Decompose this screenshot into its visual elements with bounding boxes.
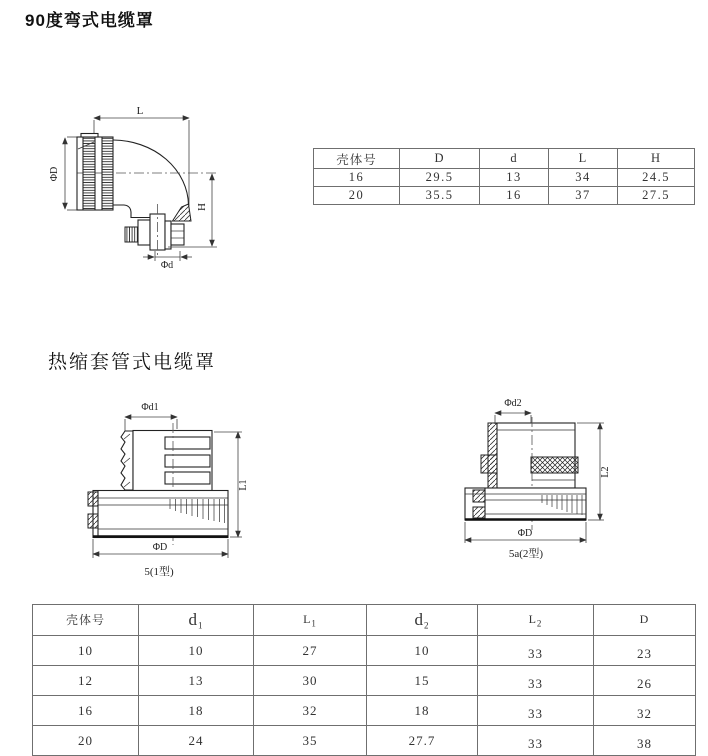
- header-base: d: [188, 609, 198, 629]
- dim-phid1: [125, 402, 177, 432]
- cell: 37: [549, 187, 618, 205]
- cell: 10: [367, 636, 478, 666]
- cell: 32: [594, 696, 696, 726]
- table-row: [314, 187, 695, 205]
- cell: 18: [367, 696, 478, 726]
- dim-label-phid1: Φd1: [141, 402, 159, 413]
- dim-label-H: H: [196, 203, 208, 211]
- header-sub: 2: [536, 618, 543, 629]
- sleeve-dimensions-table: [32, 604, 696, 756]
- cell: 27: [254, 636, 367, 666]
- dim-label-L1: L1: [238, 479, 249, 491]
- type2-caption: 5a(2型): [508, 548, 544, 560]
- cell: 27.7: [367, 726, 478, 756]
- cell: 24.5: [618, 169, 695, 187]
- dim-phiD-type2: [465, 522, 586, 543]
- col-d1: [139, 605, 254, 636]
- dim-label-phid2: Φd2: [504, 398, 522, 409]
- dim-phiD: [49, 137, 78, 210]
- table-header-row: [33, 605, 696, 636]
- col-H: H: [618, 149, 695, 169]
- coupling-nut: [77, 134, 113, 211]
- col-d: d: [480, 149, 549, 169]
- cell: 38: [594, 726, 696, 756]
- cell: 34: [549, 169, 618, 187]
- header-base: 壳体号: [65, 612, 105, 627]
- header-base: L: [528, 612, 537, 627]
- header-base: L: [303, 612, 312, 627]
- table-row: [33, 666, 696, 696]
- col-shell-no: [33, 605, 139, 636]
- table-header-row: [314, 149, 695, 169]
- header-base: d: [414, 609, 424, 629]
- cell: 33: [478, 636, 594, 666]
- col-shell-no: 壳体号: [314, 149, 400, 169]
- cell: 30: [254, 666, 367, 696]
- table-row: [33, 726, 696, 756]
- col-L1: [254, 605, 367, 636]
- col-D: D: [400, 149, 480, 169]
- type1-cover-drawing: [80, 393, 255, 583]
- cell: 13: [480, 169, 549, 187]
- type1-caption: 5(1型): [144, 566, 174, 578]
- cell: 35.5: [400, 187, 480, 205]
- base-body: [88, 491, 228, 538]
- cell: 35: [254, 726, 367, 756]
- header-base: D: [639, 612, 650, 627]
- elbow-connector-drawing: [45, 85, 260, 270]
- cell: 20: [33, 726, 139, 756]
- cell: 16: [33, 696, 139, 726]
- dim-label-L2: L2: [600, 466, 611, 478]
- dim-label-phid: Φd: [160, 260, 174, 271]
- cell: 26: [594, 666, 696, 696]
- cell: 20: [314, 187, 400, 205]
- table-row: [33, 636, 696, 666]
- col-d2: [367, 605, 478, 636]
- dim-label-phiD: ΦD: [152, 542, 168, 553]
- cell: 27.5: [618, 187, 695, 205]
- dim-label-L: L: [136, 105, 144, 117]
- table-row: [314, 169, 695, 187]
- type2-cover-drawing: [440, 390, 625, 580]
- cell: 13: [139, 666, 254, 696]
- base-body-2: [465, 488, 586, 520]
- dim-label-phiD2: ΦD: [517, 528, 533, 539]
- header-sub: 1: [311, 618, 317, 629]
- cell: 10: [139, 636, 254, 666]
- table-row: [33, 696, 696, 726]
- cell: 10: [33, 636, 139, 666]
- cell: 12: [33, 666, 139, 696]
- section2-title: 热缩套管式电缆罩: [48, 352, 217, 373]
- section1-title: 90度弯式电缆罩: [25, 11, 154, 30]
- cell: 24: [139, 726, 254, 756]
- cell: 15: [367, 666, 478, 696]
- cell: 32: [254, 696, 367, 726]
- cell: 33: [478, 726, 594, 756]
- cable-entry-fitting: [125, 204, 184, 256]
- cell: 16: [314, 169, 400, 187]
- col-L: L: [549, 149, 618, 169]
- dim-phid: [143, 251, 192, 271]
- col-D: [594, 605, 696, 636]
- header-sub: 2: [424, 620, 430, 631]
- dim-phiD-type1: [93, 539, 228, 558]
- elbow-dimensions-table: [313, 148, 695, 205]
- dim-phid2: [495, 398, 531, 424]
- cell: 33: [478, 666, 594, 696]
- cell: 16: [480, 187, 549, 205]
- cell: 23: [594, 636, 696, 666]
- cell: 29.5: [400, 169, 480, 187]
- cell: 33: [478, 696, 594, 726]
- header-sub: 1: [198, 620, 204, 631]
- dim-label-phiD: ΦD: [49, 166, 60, 182]
- cell: 18: [139, 696, 254, 726]
- col-L2: [478, 605, 594, 636]
